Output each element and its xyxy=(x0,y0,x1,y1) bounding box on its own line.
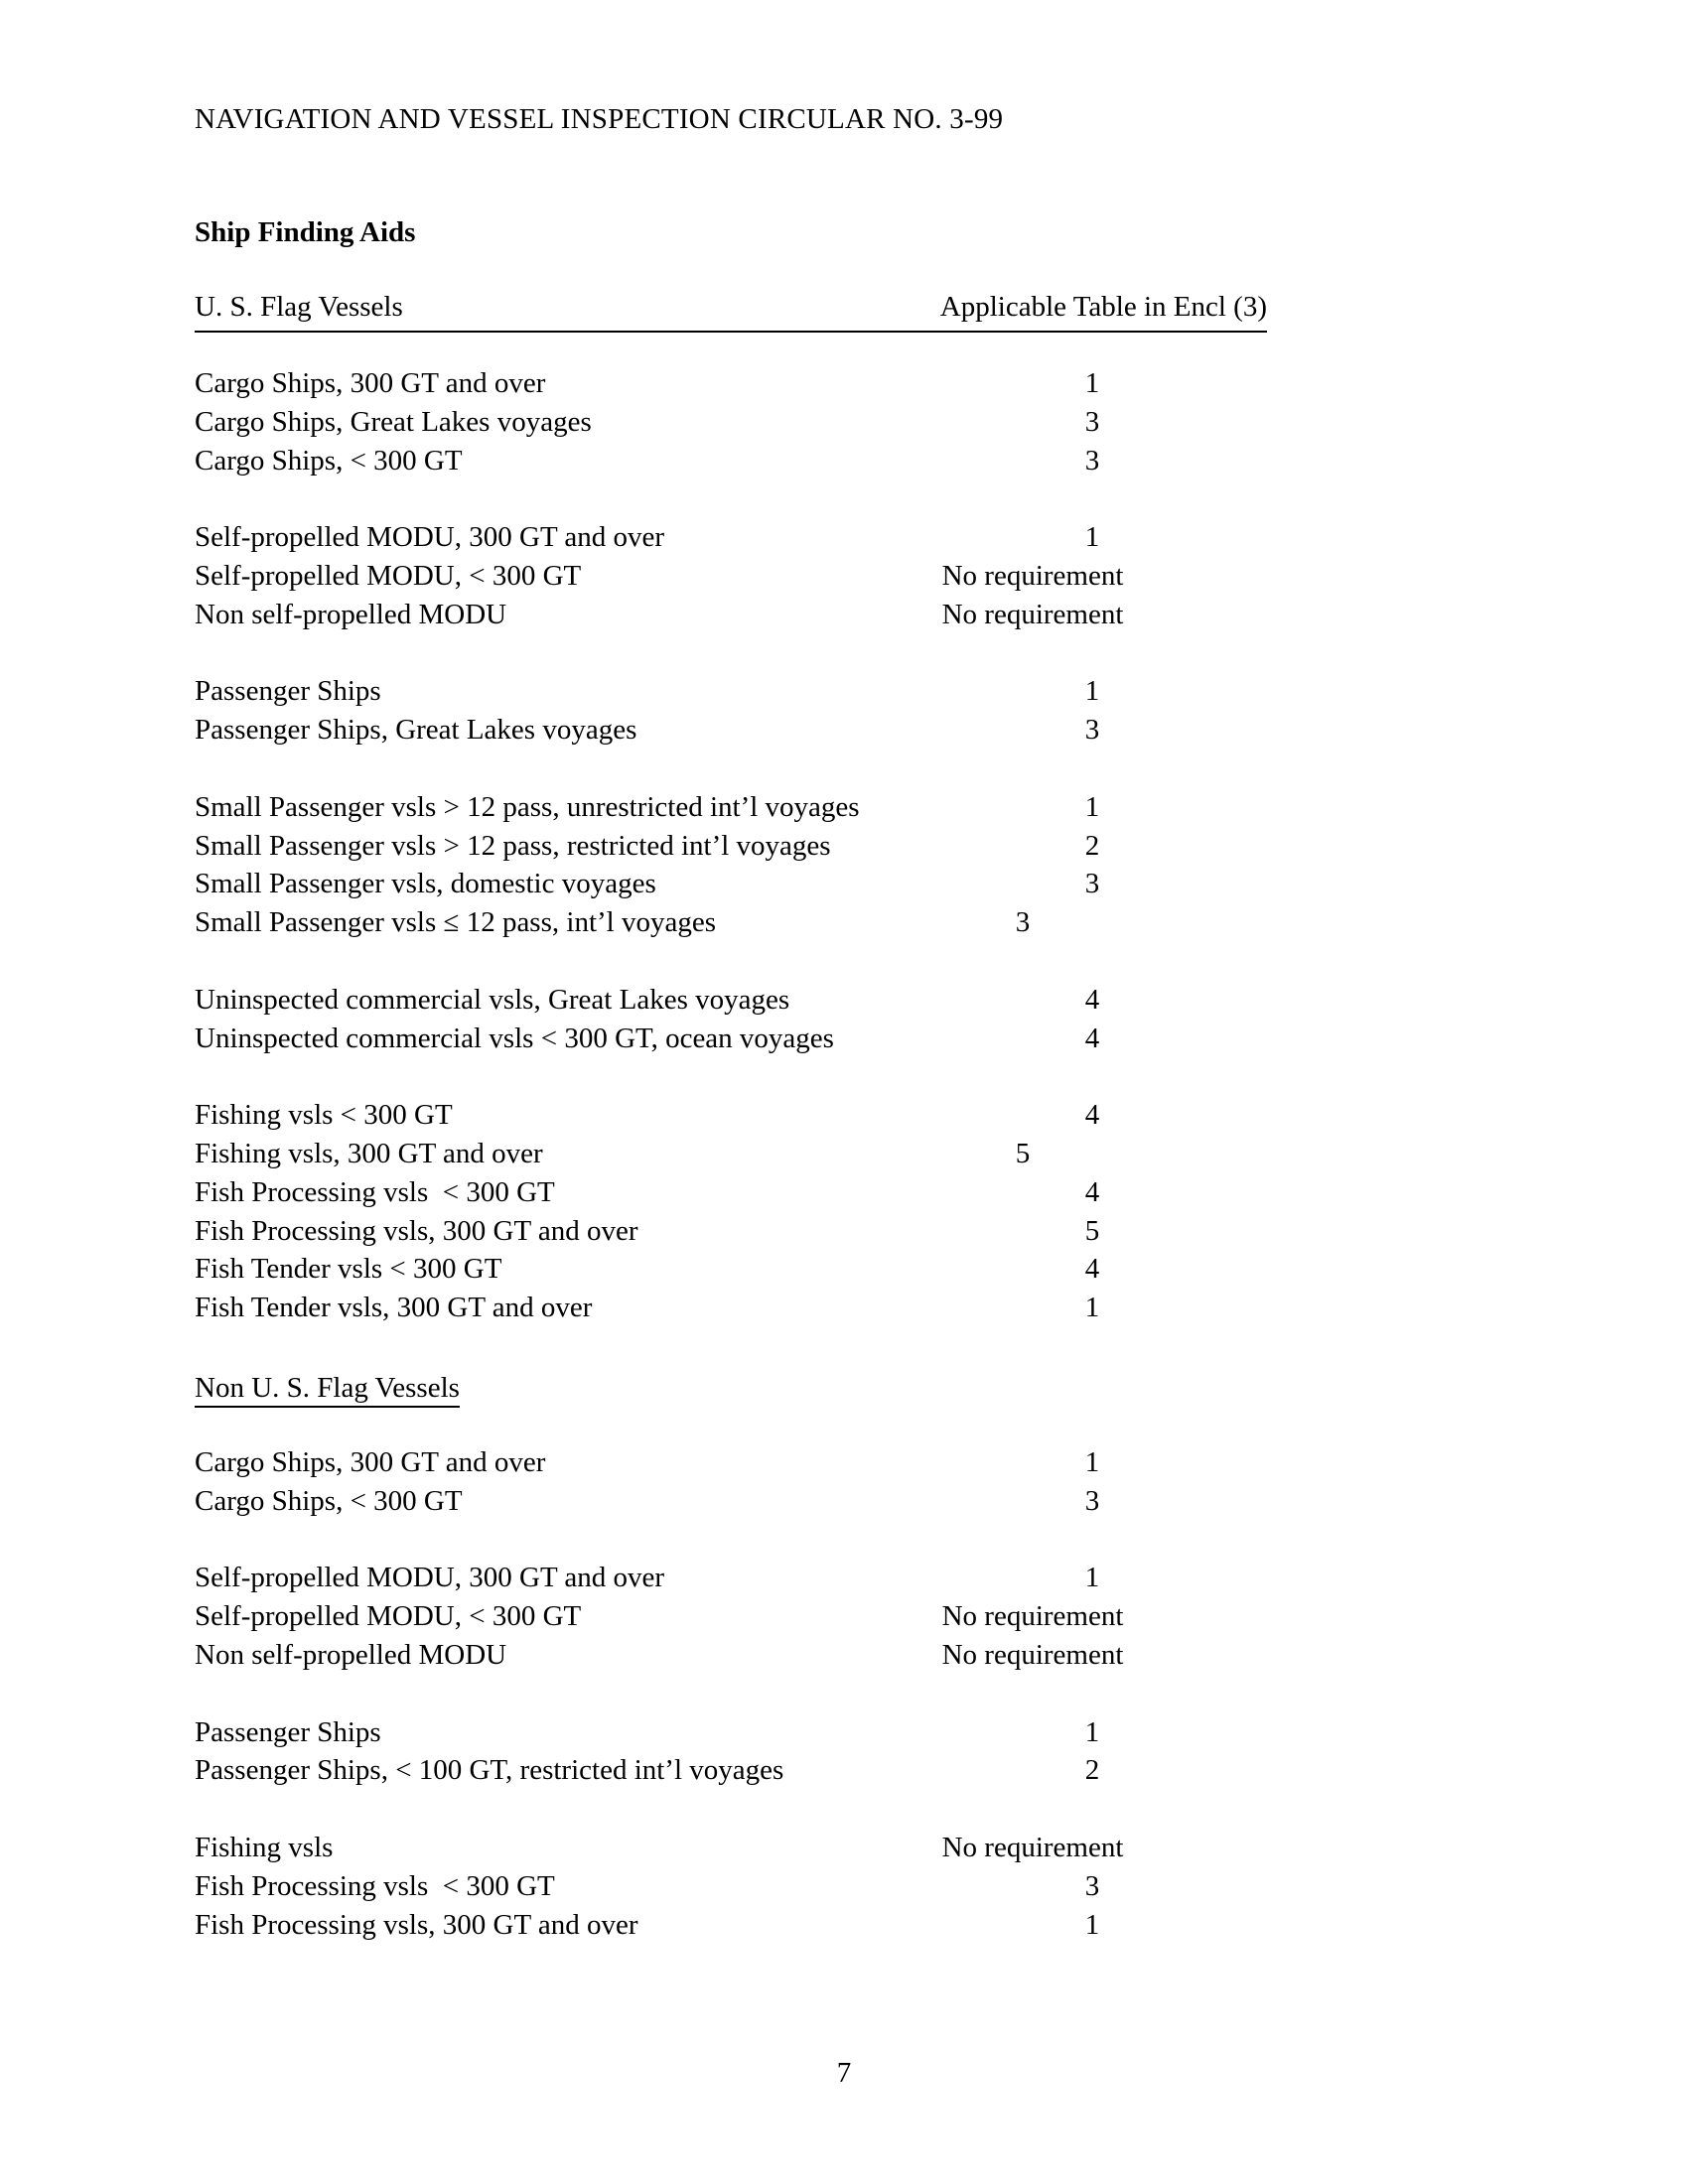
vessel-type-label: Fish Tender vsls < 300 GT xyxy=(195,1253,502,1286)
applicable-table-value: No requirement xyxy=(941,1639,1124,1671)
vessel-type-label: Fish Tender vsls, 300 GT and over xyxy=(195,1292,593,1324)
applicable-table-value: 4 xyxy=(1084,1022,1100,1054)
applicable-table-value: 3 xyxy=(1084,1484,1100,1517)
vessel-type-label: Self-propelled MODU, < 300 GT xyxy=(195,560,582,592)
section-title: Ship Finding Aids xyxy=(195,216,416,248)
applicable-table-value: 4 xyxy=(1084,983,1100,1016)
applicable-table-value: 3 xyxy=(1084,868,1100,900)
table-row xyxy=(0,830,1688,869)
applicable-table-value: 4 xyxy=(1084,1175,1100,1208)
table-row xyxy=(0,1099,1688,1138)
applicable-table-value: 1 xyxy=(1084,790,1100,823)
vessel-type-label: Uninspected commercial vsls, Great Lakes voyages xyxy=(195,983,790,1016)
vessel-type-label: Small Passenger vsls > 12 pass, unrestricted int’l voyages xyxy=(195,790,860,823)
table-row xyxy=(0,868,1688,906)
applicable-table-value: 3 xyxy=(1084,444,1100,477)
table-row xyxy=(0,1138,1688,1176)
table-row xyxy=(0,1754,1688,1793)
table-row xyxy=(0,1562,1688,1600)
applicable-table-value: 1 xyxy=(1084,367,1100,399)
vessel-type-label: Cargo Ships, 300 GT and over xyxy=(195,1446,546,1478)
table-row xyxy=(0,367,1688,406)
vessel-type-label: Small Passenger vsls > 12 pass, restricted int’l voyages xyxy=(195,829,831,862)
table-row xyxy=(0,675,1688,714)
applicable-table-value: 1 xyxy=(1084,675,1100,708)
table-row xyxy=(0,1253,1688,1292)
applicable-table-value: 1 xyxy=(1084,1446,1100,1478)
table-row xyxy=(0,1292,1688,1330)
vessel-type-label: Fishing vsls < 300 GT xyxy=(195,1099,453,1132)
vessel-type-label: Cargo Ships, Great Lakes voyages xyxy=(195,405,592,438)
vessel-type-label: Small Passenger vsls, domestic voyages xyxy=(195,868,656,900)
vessel-type-label: Fish Processing vsls, 300 GT and over xyxy=(195,1908,638,1941)
column-header-applicable-table: Applicable Table in Encl (3) xyxy=(939,291,1267,323)
vessel-type-label: Fish Processing vsls, 300 GT and over xyxy=(195,1214,638,1247)
applicable-table-value: 5 xyxy=(1015,1138,1031,1169)
subsection-heading-non-us-flag: Non U. S. Flag Vessels xyxy=(195,1372,460,1408)
table-column-header xyxy=(195,291,1267,333)
applicable-table-value: 1 xyxy=(1084,1292,1100,1324)
table-row xyxy=(0,1176,1688,1215)
vessel-type-label: Passenger Ships xyxy=(195,1715,381,1748)
table-row xyxy=(0,599,1688,637)
table-row xyxy=(0,791,1688,830)
applicable-table-value: 3 xyxy=(1084,714,1100,747)
vessel-type-label: Fish Processing vsls < 300 GT xyxy=(195,1175,555,1208)
table-row xyxy=(0,1832,1688,1870)
vessel-type-label: Passenger Ships xyxy=(195,675,381,708)
table-row xyxy=(0,521,1688,560)
vessel-type-label: Cargo Ships, < 300 GT xyxy=(195,444,463,477)
document-header: NAVIGATION AND VESSEL INSPECTION CIRCULAR NO. 3-99 xyxy=(195,103,1004,135)
applicable-table-value: 2 xyxy=(1084,829,1100,862)
applicable-table-value: No requirement xyxy=(941,598,1124,630)
applicable-table-value: 3 xyxy=(1015,906,1031,939)
applicable-table-value: 2 xyxy=(1084,1754,1100,1787)
applicable-table-value: 4 xyxy=(1084,1099,1100,1132)
applicable-table-value: No requirement xyxy=(941,560,1124,592)
applicable-table-value: 4 xyxy=(1084,1253,1100,1286)
vessel-type-label: Fish Processing vsls < 300 GT xyxy=(195,1869,555,1902)
vessel-type-label: Non self-propelled MODU xyxy=(195,598,507,630)
table-row xyxy=(0,714,1688,752)
table-row xyxy=(0,1215,1688,1254)
table-row xyxy=(0,1446,1688,1485)
applicable-table-value: 3 xyxy=(1084,405,1100,438)
table-row xyxy=(0,906,1688,945)
table-row xyxy=(0,560,1688,599)
table-row xyxy=(0,1485,1688,1524)
applicable-table-value: No requirement xyxy=(941,1600,1124,1633)
vessel-type-label: Passenger Ships, Great Lakes voyages xyxy=(195,714,637,747)
column-header-vessel-type: U. S. Flag Vessels xyxy=(195,291,403,323)
applicable-table-value: 1 xyxy=(1084,1715,1100,1748)
applicable-table-value: 3 xyxy=(1084,1869,1100,1902)
applicable-table-value: 1 xyxy=(1084,1908,1100,1941)
vessel-type-label: Self-propelled MODU, < 300 GT xyxy=(195,1600,582,1633)
vessel-type-label: Fishing vsls, 300 GT and over xyxy=(195,1138,543,1169)
page-number: 7 xyxy=(836,2057,852,2089)
vessel-type-label: Self-propelled MODU, 300 GT and over xyxy=(195,1562,665,1594)
table-row xyxy=(0,1600,1688,1639)
table-row xyxy=(0,1639,1688,1678)
table-row xyxy=(0,1023,1688,1061)
table-row xyxy=(0,1909,1688,1948)
applicable-table-value: 1 xyxy=(1084,521,1100,554)
applicable-table-value: 5 xyxy=(1084,1214,1100,1247)
table-row xyxy=(0,1716,1688,1755)
vessel-type-label: Passenger Ships, < 100 GT, restricted int’l voyages xyxy=(195,1754,784,1787)
vessel-type-label: Small Passenger vsls ≤ 12 pass, int’l voyages xyxy=(195,906,716,939)
vessel-type-label: Self-propelled MODU, 300 GT and over xyxy=(195,521,665,554)
vessel-type-label: Cargo Ships, 300 GT and over xyxy=(195,367,546,399)
table-row xyxy=(0,406,1688,445)
vessel-type-label: Cargo Ships, < 300 GT xyxy=(195,1484,463,1517)
vessel-type-label: Non self-propelled MODU xyxy=(195,1639,507,1671)
vessel-type-label: Uninspected commercial vsls < 300 GT, ocean voyages xyxy=(195,1022,834,1054)
table-row xyxy=(0,445,1688,483)
vessel-type-label: Fishing vsls xyxy=(195,1832,334,1863)
applicable-table-value: 1 xyxy=(1084,1562,1100,1594)
table-row xyxy=(0,984,1688,1023)
applicable-table-value: No requirement xyxy=(941,1832,1124,1863)
table-row xyxy=(0,1870,1688,1909)
